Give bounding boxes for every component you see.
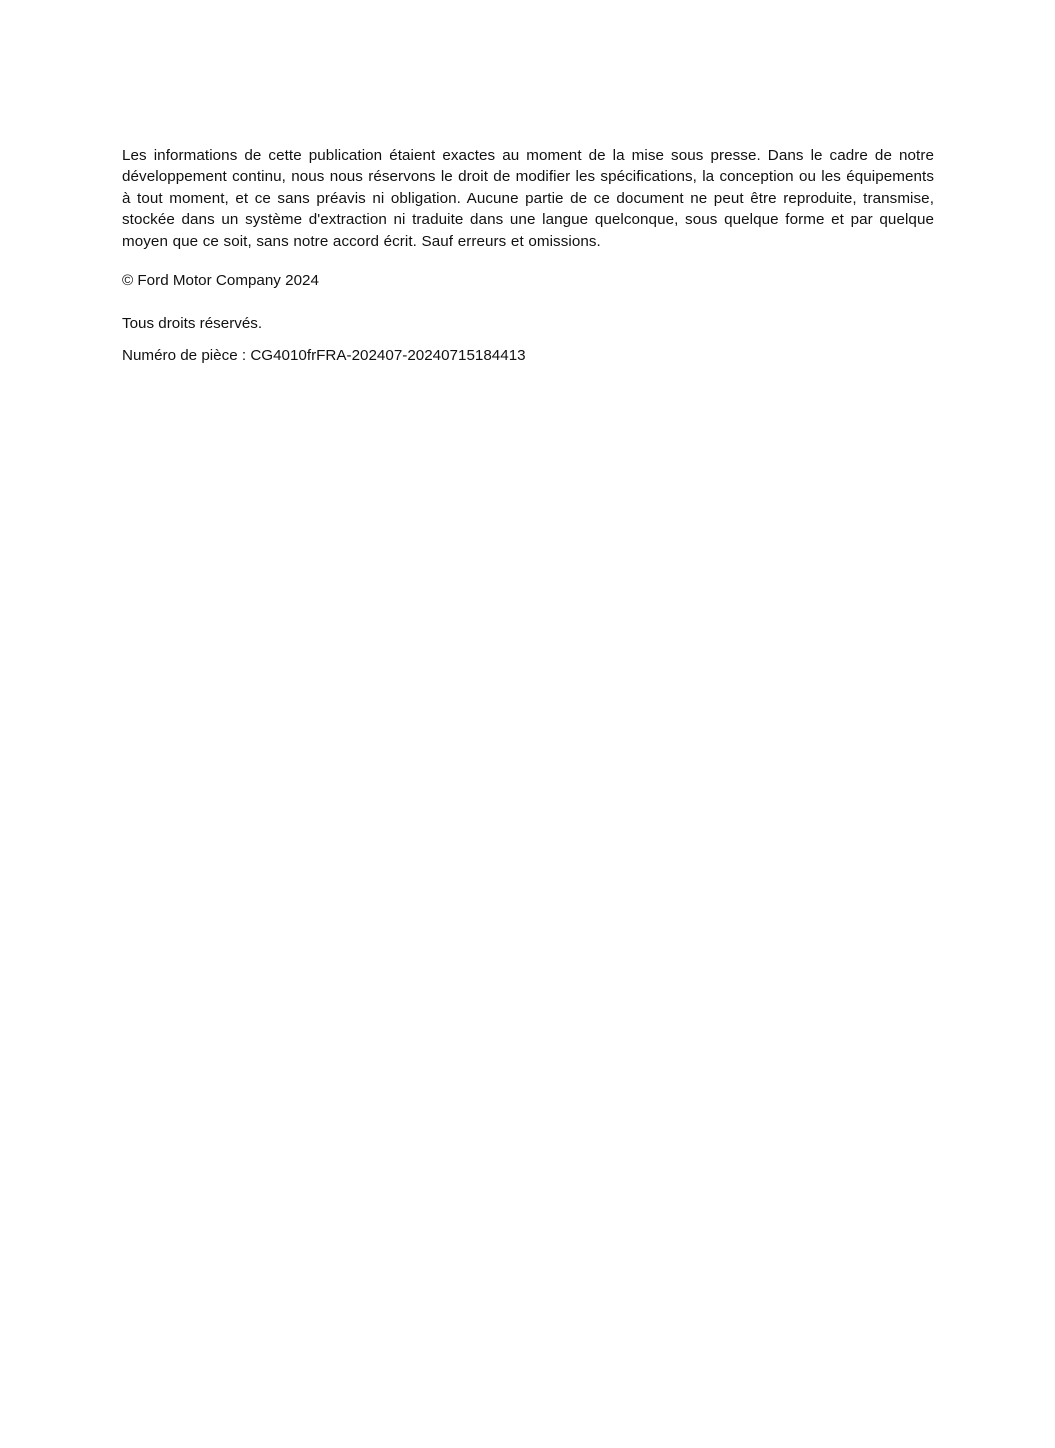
legal-notice-block: [122, 145, 934, 366]
publication-disclaimer-text: Les informations de cette publication étaient exactes au moment de la mise sous presse. Dans le cadre de notre développement continu, nous nous réservons le droit de modifier les spécifications, la conception ou les équipements à tout moment, et ce sans préavis ni obligation. Aucune partie de ce document ne peut être reproduite, transmise, stockée dans un système d'extraction ni traduite dans une langue quelconque, sous quelque forme et par quelque moyen que ce soit, sans notre accord écrit. Sauf erreurs et omissions.: [122, 147, 934, 250]
part-number-text: Numéro de pièce : CG4010frFRA-202407-20240715184413: [122, 346, 526, 364]
copyright-text: © Ford Motor Company 2024: [122, 272, 319, 290]
rights-reserved-text: Tous droits réservés.: [122, 315, 263, 333]
